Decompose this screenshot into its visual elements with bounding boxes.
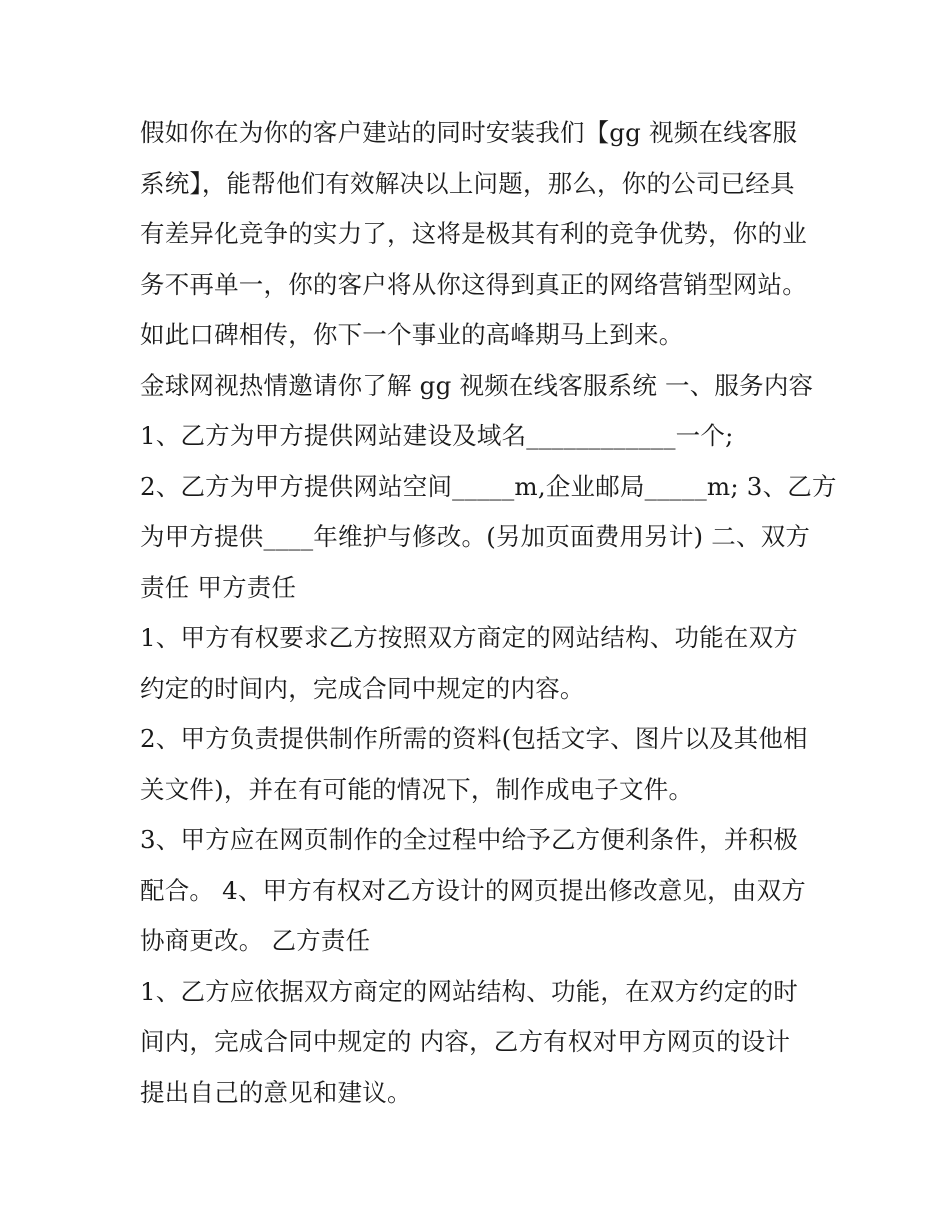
text-line: 1、乙方为甲方提供网站建设及域名____________一个;: [140, 421, 734, 450]
paragraph-service-item-2: [140, 462, 837, 614]
text-line: 金球网视热情邀请你了解 gg 视频在线客服系统 一、服务内容: [140, 370, 814, 400]
text-line: 约定的时间内，完成合同中规定的内容。: [140, 673, 585, 703]
paragraph-service-item-1: [140, 411, 820, 462]
text-line: 为甲方提供____年维护与修改。(另加页面费用另计) 二、双方: [140, 522, 811, 551]
text-line: 如此口碑相传，你下一个事业的高峰期马上到来。: [140, 320, 684, 349]
paragraph-intro: [140, 108, 820, 361]
paragraph-party-b-item-1: [140, 967, 820, 1119]
text-line: 关文件)，并在有可能的情况下，制作成电子文件。: [140, 774, 694, 804]
text-line: 提出自己的意见和建议。: [140, 1077, 412, 1107]
text-line: 1、甲方有权要求乙方按照双方商定的网站结构、功能在双方: [140, 623, 798, 652]
document-body: [140, 108, 837, 1118]
paragraph-party-a-item-1: [140, 613, 820, 714]
text-line: 系统】，能帮他们有效解决以上问题，那么，你的公司已经具: [140, 168, 795, 198]
text-line: 2、乙方为甲方提供网站空间_____m,企业邮局_____m; 3、乙方: [140, 471, 837, 501]
text-line: 责任 甲方责任: [140, 572, 297, 602]
paragraph-party-a-item-3: [140, 815, 820, 967]
paragraph-party-a-item-2: [140, 714, 820, 815]
text-line: 务不再单一，你的客户将从你这得到真正的网络营销型网站。: [140, 269, 807, 299]
text-line: 协商更改。 乙方责任: [140, 926, 371, 955]
text-line: 有差异化竞争的实力了，这将是极其有利的竞争优势，你的业: [140, 219, 807, 248]
text-line: 2、甲方负责提供制作所需的资料(包括文字、图片以及其他相: [140, 724, 808, 753]
paragraph-invitation-heading: [140, 361, 820, 412]
text-line: 假如你在为你的客户建站的同时安装我们【gg 视频在线客服: [140, 118, 798, 147]
text-line: 3、甲方应在网页制作的全过程中给予乙方便利条件，并积极: [140, 825, 798, 854]
text-line: 1、乙方应依据双方商定的网站结构、功能，在双方约定的时: [140, 976, 798, 1006]
text-line: 间内，完成合同中规定的 内容，乙方有权对甲方网页的设计: [140, 1027, 791, 1056]
text-line: 配合。 4、甲方有权对乙方设计的网页提出修改意见，由双方: [140, 875, 806, 905]
